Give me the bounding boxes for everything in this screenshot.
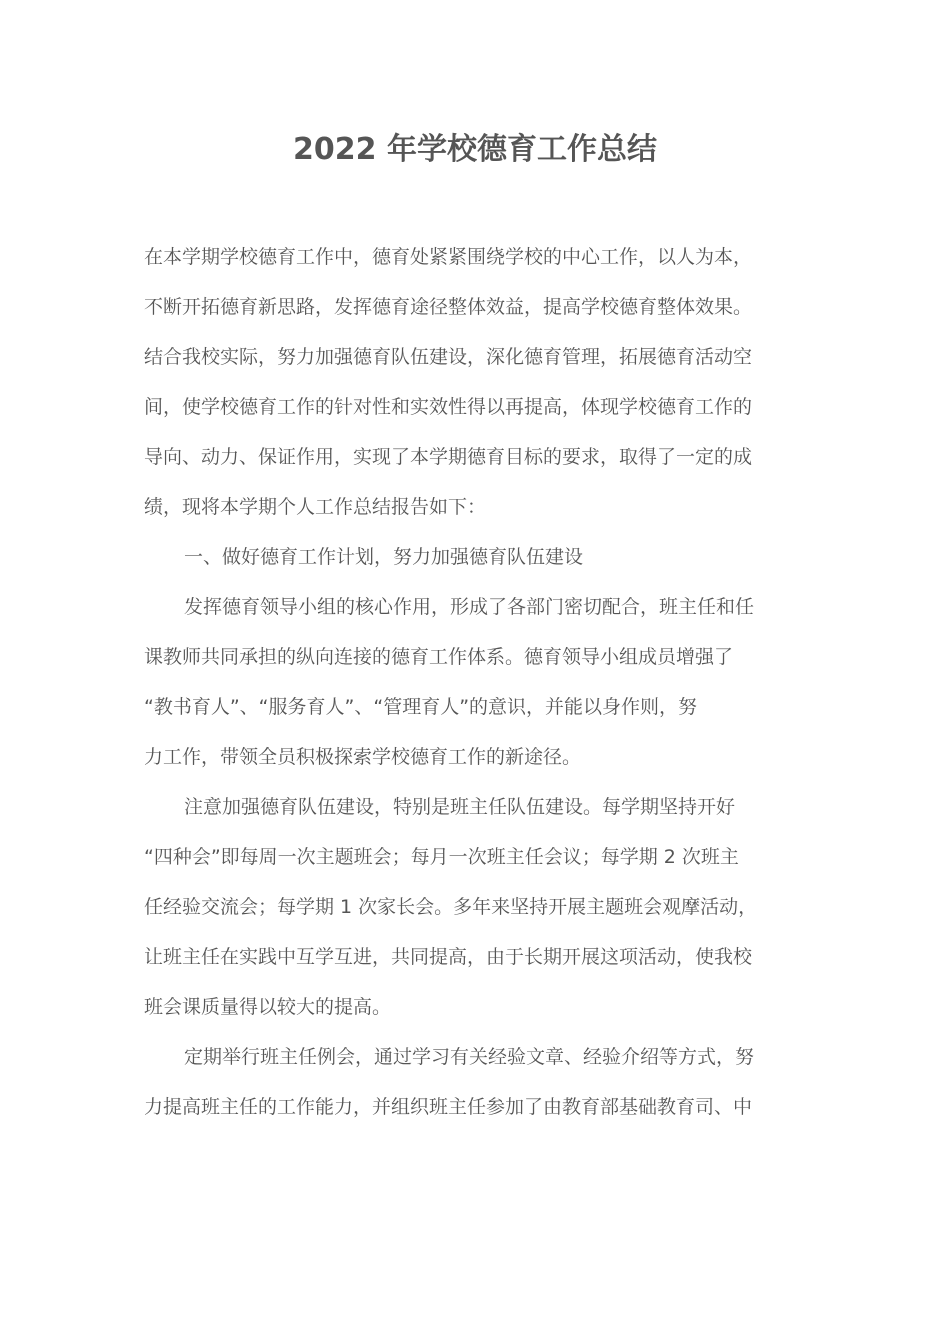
text-line: 任经验交流会；每学期 1 次家长会。多年来坚持开展主题班会观摩活动， xyxy=(144,896,758,918)
text-line: 发挥德育领导小组的核心作用，形成了各部门密切配合，班主任和任 xyxy=(184,596,755,618)
text-line: 定期举行班主任例会，通过学习有关经验文章、经验介绍等方式，努 xyxy=(184,1046,755,1068)
text-line: 在本学期学校德育工作中，德育处紧紧围绕学校的中心工作，以人为本， xyxy=(144,246,753,268)
text-line: 让班主任在实践中互学互进，共同提高，由于长期开展这项活动，使我校 xyxy=(144,946,753,968)
text-line: 一、做好德育工作计划，努力加强德育队伍建设 xyxy=(184,546,584,568)
document-body xyxy=(144,232,804,1132)
text-line: 不断开拓德育新思路，发挥德育途径整体效益，提高学校德育整体效果。 xyxy=(144,296,753,318)
text-line: 结合我校实际，努力加强德育队伍建设，深化德育管理，拓展德育活动空 xyxy=(144,346,753,368)
text-line: 导向、动力、保证作用，实现了本学期德育目标的要求，取得了一定的成 xyxy=(144,446,753,468)
text-line: 班会课质量得以较大的提高。 xyxy=(144,996,392,1018)
text-line: 绩，现将本学期个人工作总结报告如下： xyxy=(144,496,487,518)
text-line: “四种会”即每周一次主题班会；每月一次班主任会议；每学期 2 次班主 xyxy=(144,846,739,868)
text-line: 课教师共同承担的纵向连接的德育工作体系。德育领导小组成员增强了 xyxy=(144,646,734,668)
document-title: 2022 年学校德育工作总结 xyxy=(293,132,657,167)
text-line: “教书育人”、“服务育人”、“管理育人”的意识，并能以身作则，努 xyxy=(144,696,698,718)
text-line: 注意加强德育队伍建设，特别是班主任队伍建设。每学期坚持开好 xyxy=(184,796,736,818)
text-line: 力提高班主任的工作能力，并组织班主任参加了由教育部基础教育司、中 xyxy=(144,1096,753,1118)
text-line: 力工作，带领全员积极探索学校德育工作的新途径。 xyxy=(144,746,582,768)
text-line: 间，使学校德育工作的针对性和实效性得以再提高，体现学校德育工作的 xyxy=(144,396,753,418)
